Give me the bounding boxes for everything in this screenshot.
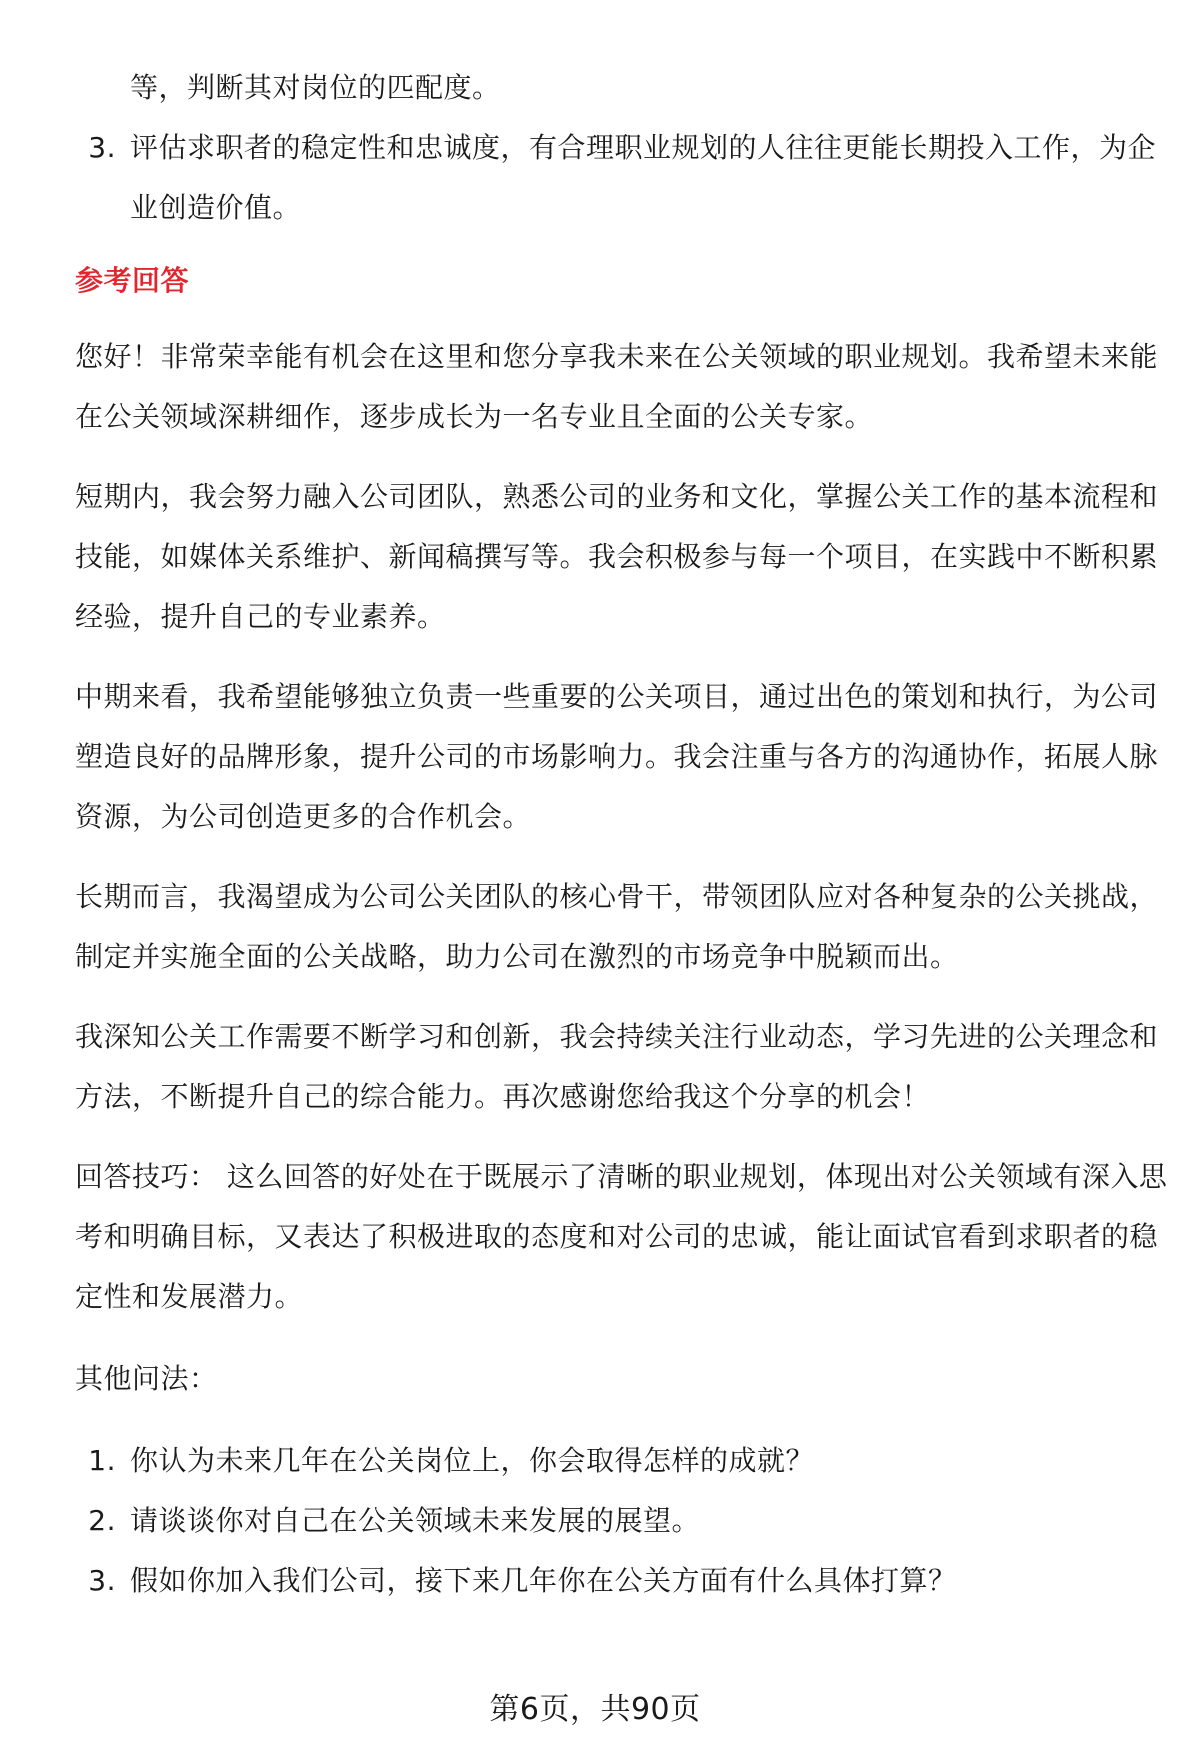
list-number: 3. (88, 131, 116, 164)
answer-paragraph-1: 您好！非常荣幸能有机会在这里和您分享我未来在公关领域的职业规划。我希望未来能在公关领域深耕细作，逐步成长为一名专业且全面的公关专家。 (75, 340, 1159, 433)
page-content (75, 0, 1170, 1611)
list-number: 1. (88, 1444, 116, 1477)
other-questions-list (75, 1431, 1170, 1611)
list-item-text: 你认为未来几年在公关岗位上，你会取得怎样的成就？ (130, 1444, 815, 1477)
list-item-continuation (75, 58, 1170, 118)
list-item-3 (75, 118, 1170, 238)
list-item-text: 评估求职者的稳定性和忠诚度，有合理职业规划的人往往更能长期投入工作，为企业创造价值。 (130, 131, 1157, 224)
answer-tips: 回答技巧： 这么回答的好处在于既展示了清晰的职业规划，体现出对公关领域有深入思考和明确目标，又表达了积极进取的态度和对公司的忠诚，能让面试官看到求职者的稳定性和发展潜力。 (75, 1160, 1168, 1313)
list-item (75, 1551, 1170, 1611)
answer-paragraph-4: 长期而言，我渴望成为公司公关团队的核心骨干，带领团队应对各种复杂的公关挑战，制定并实施全面的公关战略，助力公司在激烈的市场竞争中脱颖而出。 (75, 880, 1159, 973)
list-item-text: 请谈谈你对自己在公关领域未来发展的展望。 (130, 1504, 701, 1537)
list-item-text: 假如你加入我们公司，接下来几年你在公关方面有什么具体打算？ (130, 1564, 957, 1597)
other-questions-heading: 其他问法： (75, 1362, 218, 1395)
answer-paragraph-3: 中期来看，我希望能够独立负责一些重要的公关项目，通过出色的策划和执行，为公司塑造良好的品牌形象，提升公司的市场影响力。我会注重与各方的沟通协作，拓展人脉资源，为公司创造更多的合作机会。 (75, 680, 1159, 833)
list-item-text: 等，判断其对岗位的匹配度。 (130, 71, 501, 104)
answer-paragraph-2: 短期内，我会努力融入公司团队，熟悉公司的业务和文化，掌握公关工作的基本流程和技能，如媒体关系维护、新闻稿撰写等。我会积极参与每一个项目，在实践中不断积累经验，提升自己的专业素养。 (75, 480, 1159, 633)
list-number: 2. (88, 1504, 116, 1537)
list-number: 3. (88, 1564, 116, 1597)
answer-paragraph-5: 我深知公关工作需要不断学习和创新，我会持续关注行业动态，学习先进的公关理念和方法，不断提升自己的综合能力。再次感谢您给我这个分享的机会！ (75, 1020, 1159, 1113)
page-footer: 第6页，共90页 (489, 1692, 701, 1727)
list-item (75, 1431, 1170, 1491)
list-number-placeholder (75, 58, 130, 118)
list-item (75, 1491, 1170, 1551)
reference-answer-heading: 参考回答 (75, 264, 190, 297)
